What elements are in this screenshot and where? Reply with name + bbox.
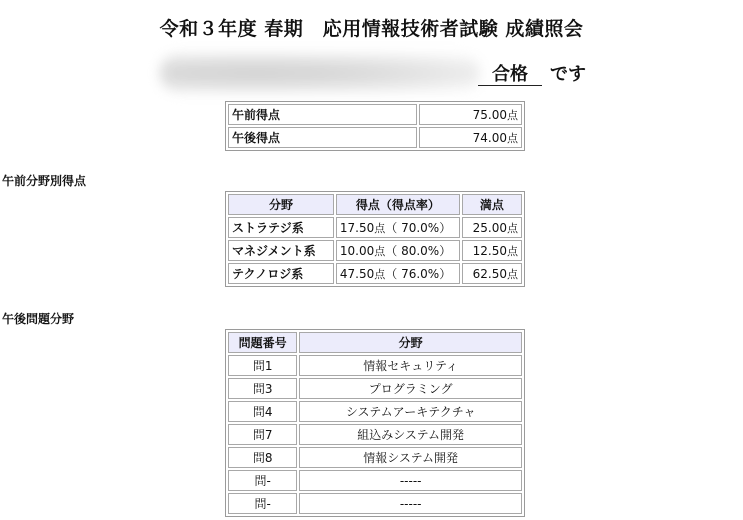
- table-row: [228, 217, 522, 238]
- score-summary-table: [225, 101, 525, 151]
- score-rate: （ 80.0%）: [385, 244, 452, 258]
- blurred-examinee-name: [160, 54, 480, 92]
- score-unit: 点: [507, 244, 518, 258]
- category-score: [336, 240, 460, 261]
- question-field: 組込みシステム開発: [299, 424, 522, 445]
- pm-score-label: 午後得点: [228, 127, 417, 148]
- question-field: 情報セキュリティ: [299, 355, 522, 376]
- question-field: システムアーキテクチャ: [299, 401, 522, 422]
- score-number: 75.00: [472, 107, 507, 122]
- category-max: [462, 240, 522, 261]
- question-field: -----: [299, 493, 522, 514]
- category-name: ストラテジ系: [228, 217, 334, 238]
- pm-question-heading: 午後問題分野: [2, 312, 75, 326]
- table-row: [228, 493, 522, 514]
- max-number: 62.50: [472, 266, 507, 281]
- result-suffix: です: [550, 64, 586, 85]
- am-category-table: [225, 191, 525, 287]
- score-number: 47.50: [339, 267, 375, 281]
- question-field: プログラミング: [299, 378, 522, 399]
- page-title: 令和３年度 春期 応用情報技術者試験 成績照会: [159, 18, 584, 40]
- table-row: [228, 447, 522, 468]
- table-row: [228, 401, 522, 422]
- score-unit: 点: [507, 131, 518, 145]
- category-score: [336, 263, 460, 284]
- max-number: 25.00: [472, 220, 507, 235]
- max-number: 12.50: [472, 243, 507, 258]
- column-header: 分野: [299, 332, 522, 353]
- score-number: 10.00: [339, 244, 375, 258]
- table-row: [228, 424, 522, 445]
- question-number: 問-: [228, 470, 297, 491]
- question-field: 情報システム開発: [299, 447, 522, 468]
- score-unit: 点: [374, 245, 386, 258]
- table-row: [228, 470, 522, 491]
- category-max: [462, 217, 522, 238]
- category-name: テクノロジ系: [228, 263, 334, 284]
- table-row: [228, 104, 522, 125]
- table-row: [228, 378, 522, 399]
- result-status: 合格: [478, 65, 542, 86]
- table-header-row: [228, 194, 522, 215]
- pm-score-value: [419, 127, 522, 148]
- table-row: [228, 127, 522, 148]
- question-number: 問-: [228, 493, 297, 514]
- table-header-row: [228, 332, 522, 353]
- question-number: 問4: [228, 401, 297, 422]
- score-rate: （ 70.0%）: [385, 221, 452, 235]
- am-score-label: 午前得点: [228, 104, 417, 125]
- score-number: 74.00: [472, 130, 507, 145]
- column-header: 問題番号: [228, 332, 297, 353]
- question-number: 問7: [228, 424, 297, 445]
- am-score-value: [419, 104, 522, 125]
- score-unit: 点: [374, 268, 386, 281]
- am-category-heading: 午前分野別得点: [2, 174, 87, 188]
- table-row: [228, 240, 522, 261]
- pm-question-table: [225, 329, 525, 517]
- question-number: 問3: [228, 378, 297, 399]
- category-name: マネジメント系: [228, 240, 334, 261]
- category-score: [336, 217, 460, 238]
- question-number: 問8: [228, 447, 297, 468]
- column-header: 満点: [462, 194, 522, 215]
- category-max: [462, 263, 522, 284]
- table-row: [228, 355, 522, 376]
- exam-result: [478, 60, 586, 86]
- question-number: 問1: [228, 355, 297, 376]
- column-header: 得点（得点率）: [336, 194, 460, 215]
- question-field: -----: [299, 470, 522, 491]
- score-unit: 点: [374, 222, 386, 235]
- score-unit: 点: [507, 108, 518, 122]
- column-header: 分野: [228, 194, 334, 215]
- score-rate: （ 76.0%）: [385, 267, 452, 281]
- score-unit: 点: [507, 221, 518, 235]
- table-row: [228, 263, 522, 284]
- score-unit: 点: [507, 267, 518, 281]
- score-number: 17.50: [339, 221, 375, 235]
